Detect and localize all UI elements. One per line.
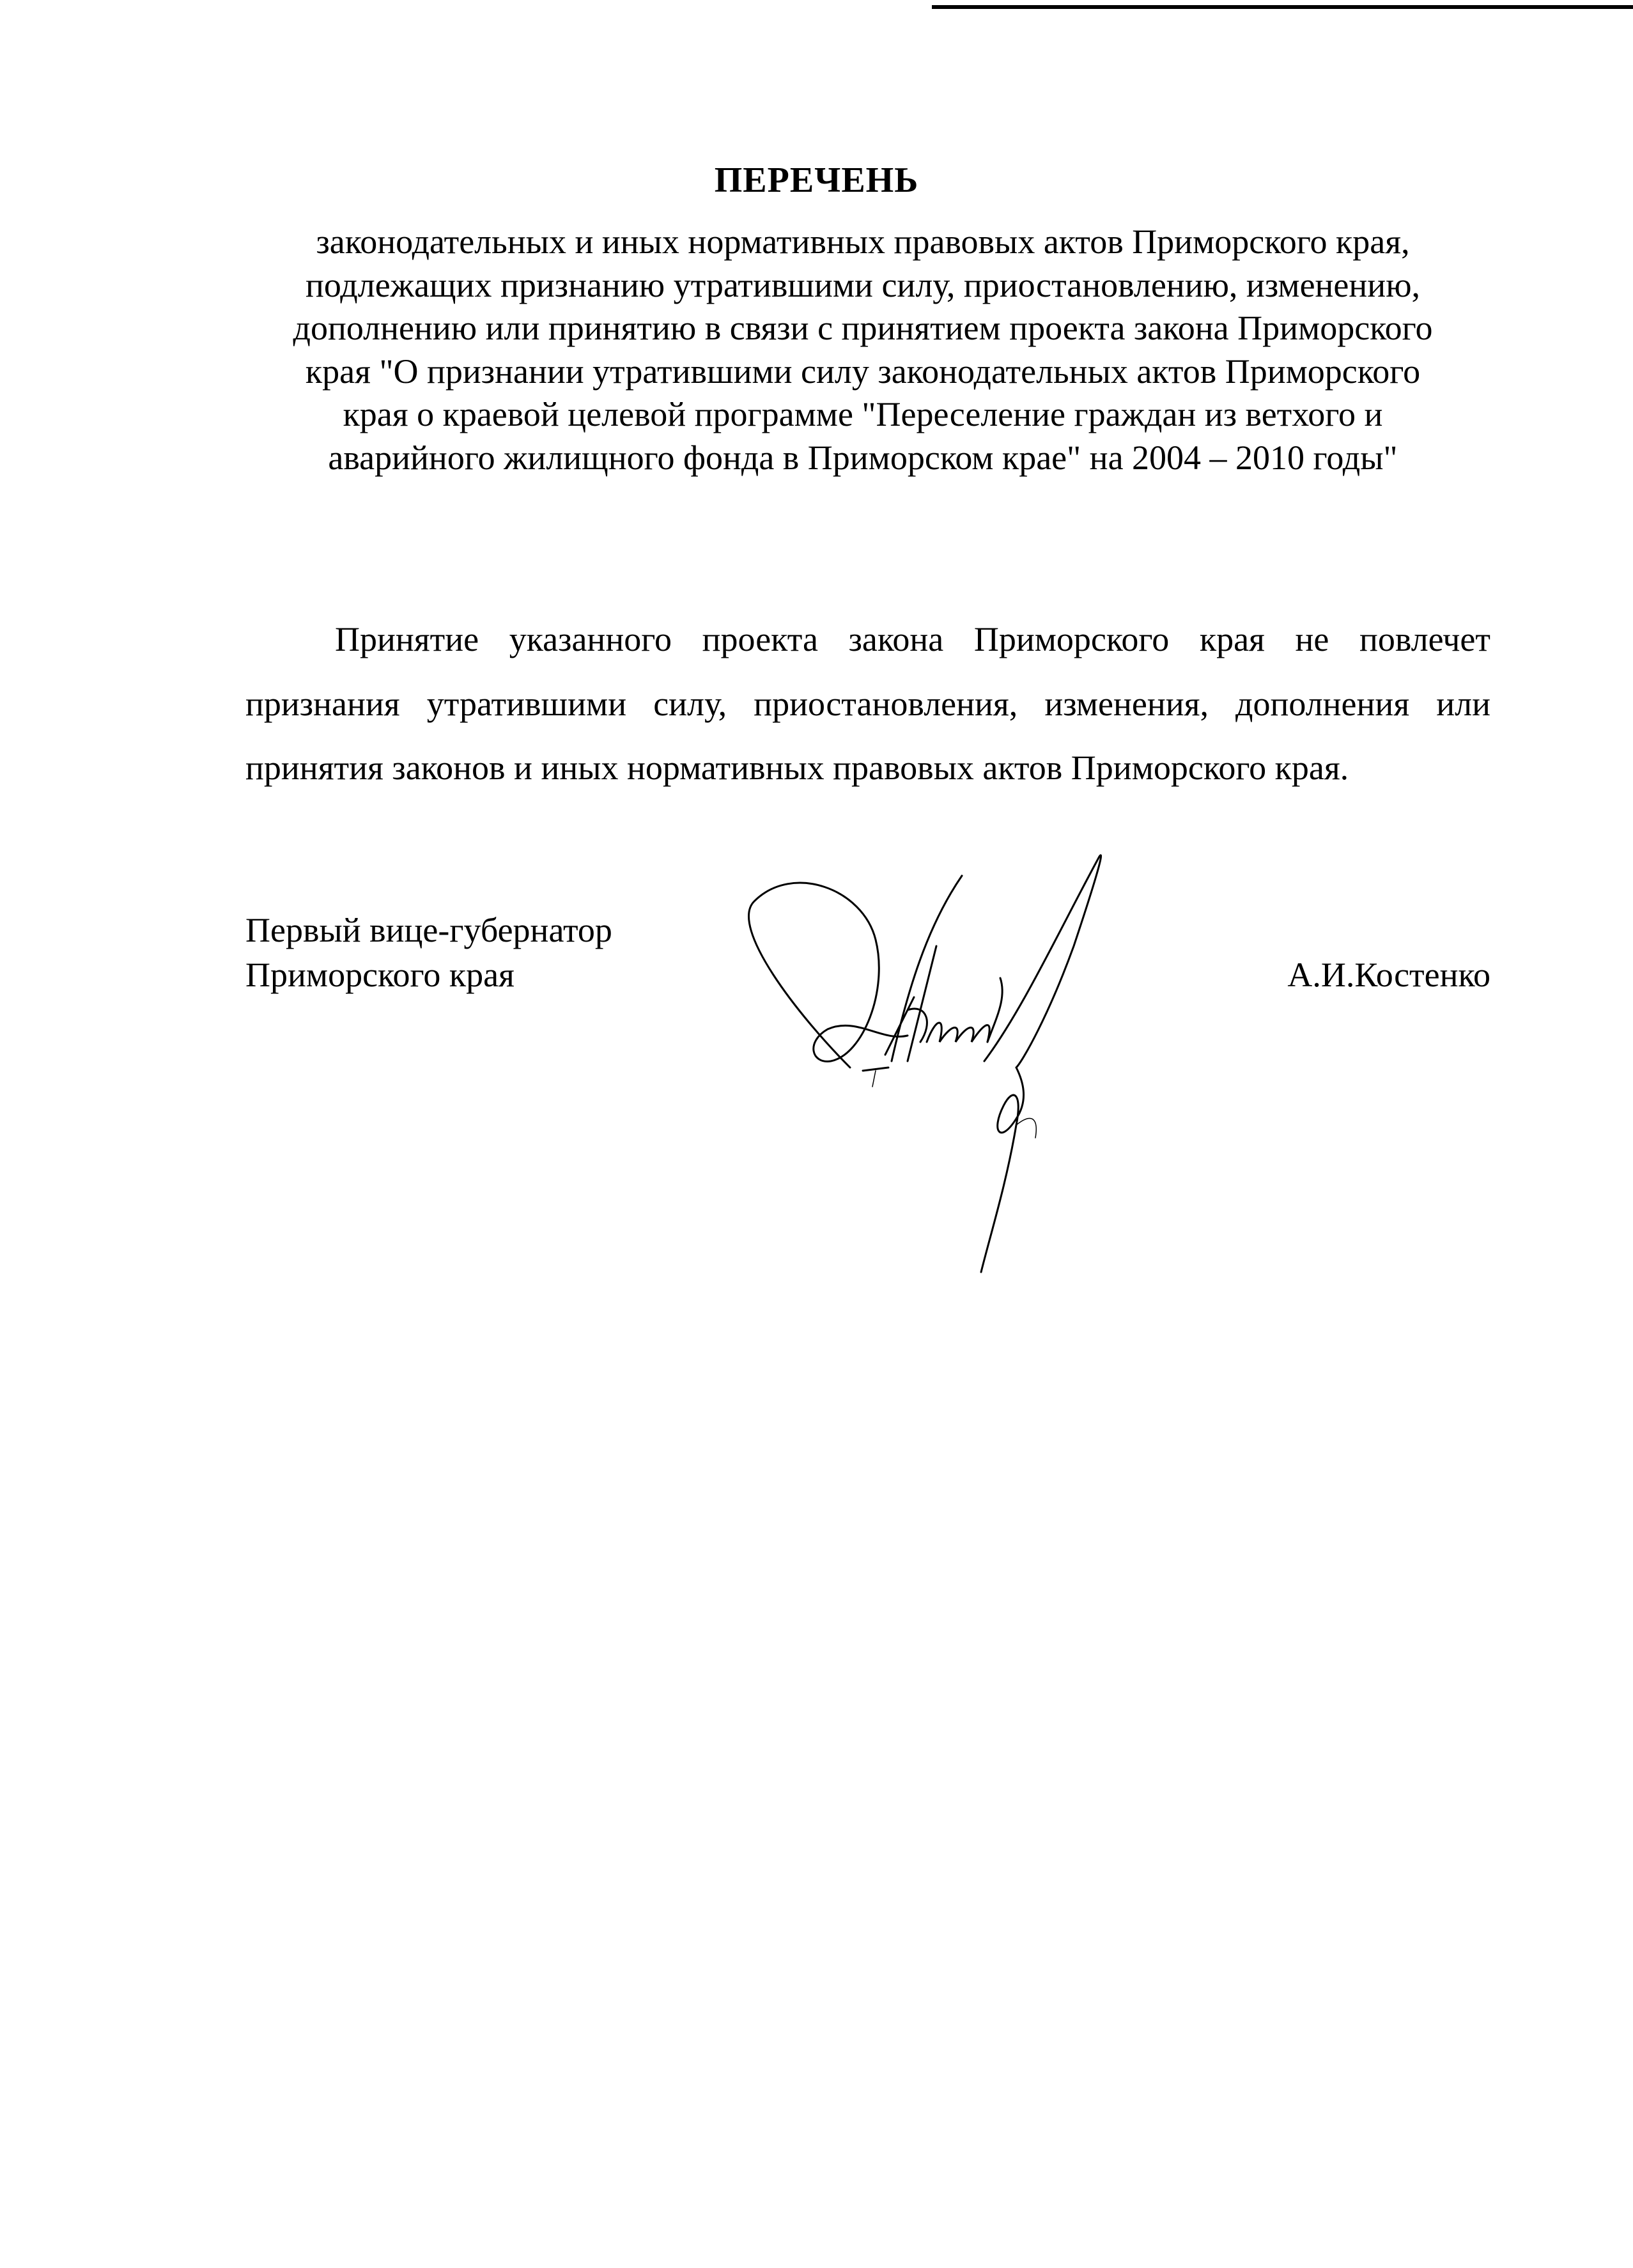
handwritten-signature	[716, 850, 1253, 1285]
body-line: признания утратившими силу, приостановления, изменения, дополнения или	[245, 684, 1490, 723]
position-line: Приморского края	[245, 956, 515, 994]
signatory-name: А.И.Костенко	[1287, 956, 1490, 994]
body-line: принятия законов и иных нормативных правовых актов Приморского края.	[245, 749, 1349, 787]
top-scan-line	[932, 5, 1633, 9]
subtitle-line: аварийного жилищного фонда в Приморском крае" на 2004 – 2010 годы"	[328, 438, 1398, 477]
document-subtitle	[236, 221, 1489, 479]
subtitle-line: дополнению или принятию в связи с принятием проекта закона Приморского	[293, 309, 1433, 347]
body-line: Принятие указанного проекта закона Приморского края не повлечет	[335, 620, 1490, 658]
subtitle-line: законодательных и иных нормативных правовых актов Приморского края,	[316, 222, 1410, 261]
subtitle-line: края о краевой целевой программе "Переселение граждан из ветхого и	[343, 395, 1383, 433]
body-paragraph	[245, 607, 1490, 800]
subtitle-line: подлежащих признанию утратившими силу, приостановлению, изменению,	[305, 265, 1421, 304]
document-title: ПЕРЕЧЕНЬ	[714, 160, 919, 200]
subtitle-line: края "О признании утратившими силу законодательных актов Приморского	[305, 352, 1421, 391]
position-line: Первый вице-губернатор	[245, 911, 612, 949]
signatory-position	[245, 908, 612, 997]
